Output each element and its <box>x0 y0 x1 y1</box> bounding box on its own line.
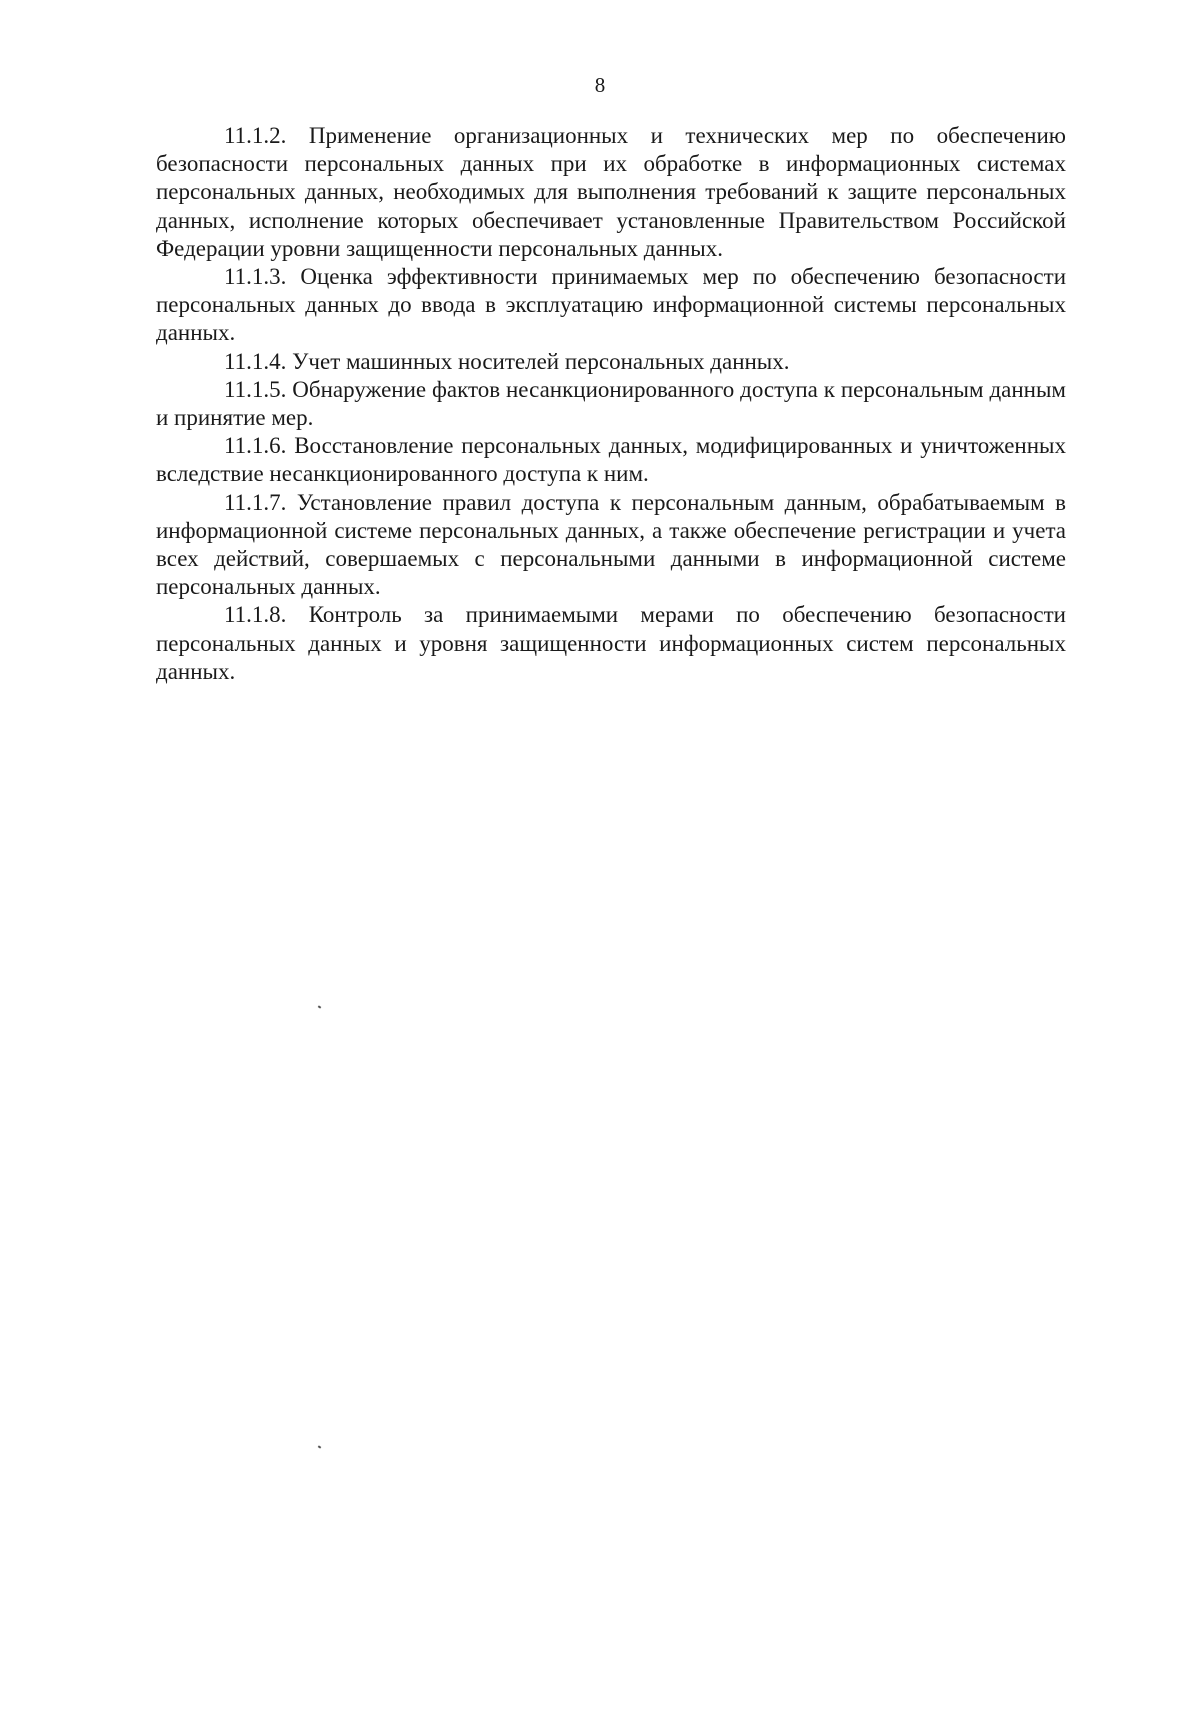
paragraph-11-1-5: 11.1.5. Обнаружение фактов несанкционированного доступа к персональным данным и принятие мер. <box>156 376 1066 431</box>
paragraph-11-1-6: 11.1.6. Восстановление персональных данных, модифицированных и уничтоженных вследствие несанкционированного доступа к ним. <box>156 433 1066 487</box>
document-body <box>156 122 1066 686</box>
scan-speck <box>318 1005 322 1008</box>
scan-speck <box>318 1445 322 1448</box>
paragraph-11-1-7: 11.1.7. Установление правил доступа к персональным данным, обрабатываемым в информационной системе персональных данных, а также обеспечение регистрации и учета всех действий, совершаемых с персональными данными в информационной системе персональных данных. <box>156 489 1066 600</box>
paragraph-11-1-2: 11.1.2. Применение организационных и технических мер по обеспечению безопасности персональных данных при их обработке в информационных системах персональных данных, необходимых для выполнения требований к защите персональных данных, исполнение которых обеспечивает установленные Правительством Российской Федерации уровни защищенности персональных данных. <box>156 123 1066 261</box>
paragraph-11-1-3: 11.1.3. Оценка эффективности принимаемых мер по обеспечению безопасности персональных данных до ввода в эксплуатацию информационной системы персональных данных. <box>156 264 1066 346</box>
paragraph-11-1-8: 11.1.8. Контроль за принимаемыми мерами по обеспечению безопасности персональных данных и уровня защищенности информационных систем персональных данных. <box>156 602 1066 684</box>
page-number: 8 <box>594 73 606 97</box>
paragraph-11-1-4: 11.1.4. Учет машинных носителей персональных данных. <box>224 348 790 374</box>
